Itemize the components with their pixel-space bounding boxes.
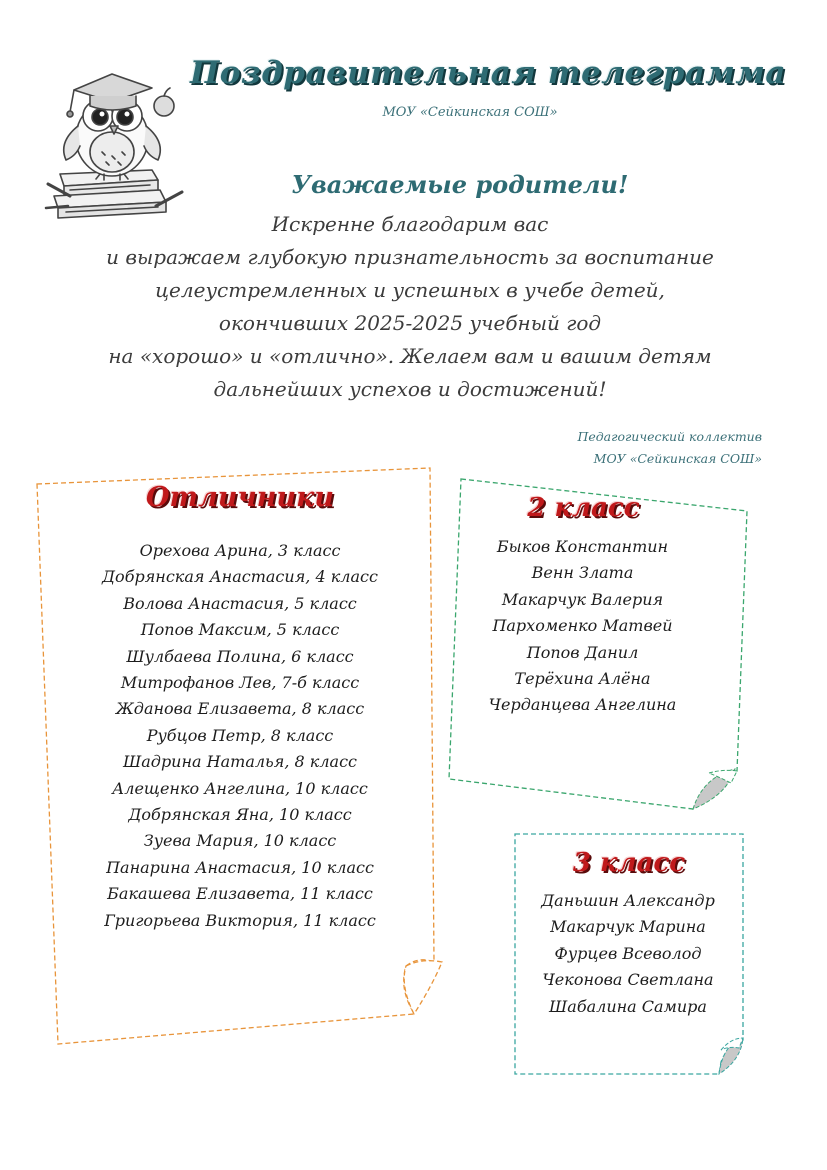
list-item: Макарчук Марина: [550, 917, 706, 937]
list-item: Бакашева Елизавета, 11 класс: [107, 884, 373, 904]
letter-body: [60, 208, 760, 406]
list-item: Даньшин Александр: [541, 891, 715, 910]
list-item: Добрянская Анастасия, 4 класс: [102, 567, 378, 587]
signature: [460, 426, 762, 470]
list-item: Терёхина Алёна: [514, 669, 651, 689]
signature-line: Педагогический коллектив: [577, 429, 762, 444]
student-list: [415, 534, 750, 719]
owl-with-graduation-cap-icon: [40, 56, 190, 222]
grade-2-card: [447, 477, 750, 812]
list-item: Григорьева Виктория, 11 класс: [104, 910, 376, 930]
letter-line: и выражаем глубокую признательность за воспитание: [106, 245, 714, 269]
letter-line: окончивших 2025-2025 учебный год: [218, 311, 602, 335]
list-item: Венн Злата: [531, 563, 634, 583]
card-title: Отличники: [146, 482, 334, 513]
letter-line: на «хорошо» и «отлично». Желаем вам и вашим детям: [108, 344, 712, 368]
letter-line: Искренне благодарим вас: [271, 212, 549, 236]
page-title: Поздравительная телеграмма: [190, 55, 786, 91]
list-item: Чеконова Светлана: [542, 970, 714, 990]
list-item: Шулбаева Полина, 6 класс: [126, 646, 354, 666]
list-item: Алещенко Ангелина, 10 класс: [112, 778, 368, 798]
student-list: [511, 888, 745, 1020]
list-item: Пархоменко Матвей: [492, 616, 673, 636]
list-item: Зуева Мария, 10 класс: [143, 831, 337, 851]
list-item: Шадрина Наталья, 8 класс: [123, 752, 357, 772]
list-item: Добрянская Яна, 10 класс: [128, 805, 352, 825]
list-item: Волова Анастасия, 5 класс: [123, 593, 357, 613]
grade-3-card: [513, 832, 745, 1075]
letter-line: дальнейших успехов и достижений!: [213, 377, 607, 401]
card-title: 3 класс: [572, 848, 686, 878]
student-list: [34, 538, 446, 934]
list-item: Митрофанов Лев, 7-б класс: [120, 673, 360, 693]
list-item: Попов Максим, 5 класс: [140, 620, 340, 640]
school-name: МОУ «Сейкинская СОШ»: [382, 105, 558, 120]
list-item: Попов Данил: [526, 642, 639, 662]
list-item: Жданова Елизавета, 8 класс: [115, 699, 365, 719]
list-item: Черданцева Ангелина: [488, 695, 677, 715]
list-item: Панарина Анастасия, 10 класс: [106, 857, 374, 877]
list-item: Макарчук Валерия: [501, 589, 664, 609]
greeting: Уважаемые родители!: [291, 170, 629, 199]
card-title: 2 класс: [527, 493, 640, 523]
list-item: Орехова Арина, 3 класс: [139, 541, 341, 560]
list-item: Быков Константин: [496, 537, 669, 556]
list-item: Рубцов Петр, 8 класс: [146, 725, 334, 745]
list-item: Шабалина Самира: [549, 996, 707, 1016]
list-item: Фурцев Всеволод: [554, 943, 702, 963]
letter-line: целеустремленных и успешных в учебе детей,: [155, 278, 665, 302]
excellent-students-card: [34, 466, 446, 1048]
signature-line: МОУ «Сейкинская СОШ»: [593, 451, 762, 466]
